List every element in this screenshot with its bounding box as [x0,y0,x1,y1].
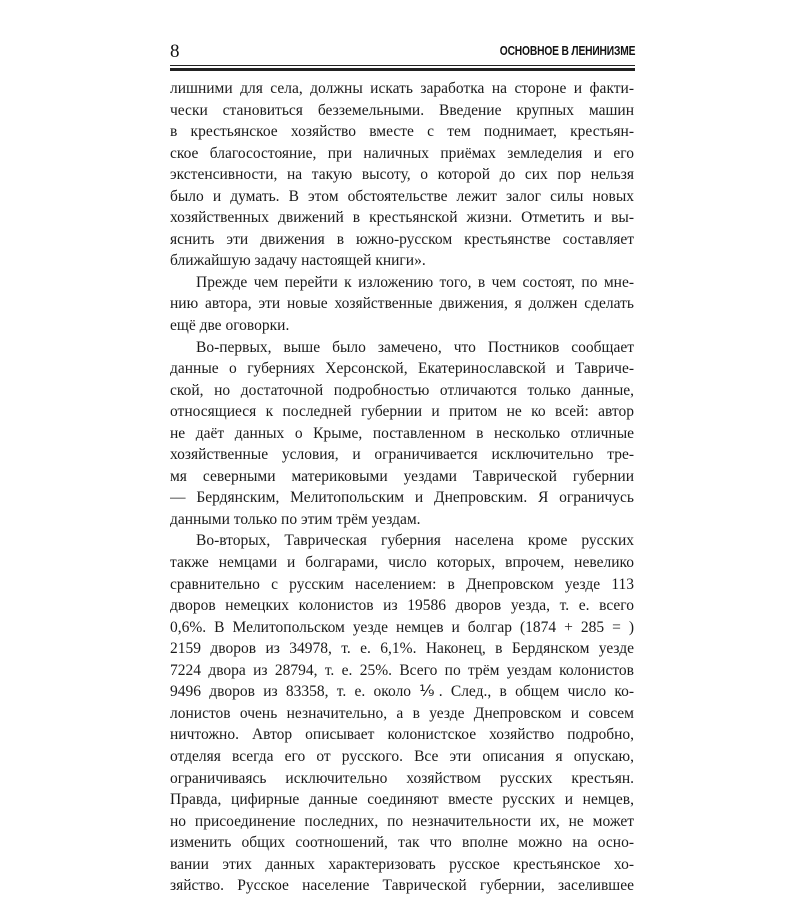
text-line: 2159 дворов из 34978, т. е. 6,1%. Наконец, в Бердянском уезде [170,640,634,658]
text-line: — Бердянским, Мелитопольским и Днепровским. Я ограничусь [170,489,634,507]
text-line: изменить общих соотношений, так что вполне можно на осно- [170,834,634,852]
header-rule-thin [170,65,635,66]
running-title: ОСНОВНОЕ В ЛЕНИНИЗМЕ [499,44,635,58]
text-line: Прежде чем перейти к изложению того, в чем состоят, по мне- [196,273,634,291]
text-line: нию автора, эти новые хозяйственные движения, я должен сделать [170,295,634,313]
text-line: не даёт данных о Крыме, поставленном в несколько отличные [170,424,634,442]
text-line: Правда, цифирные данные соединяют вместе русских и немцев, [170,791,634,809]
text-line: хозяйственных движений в крестьянской жизни. Отметить и вы- [170,209,634,227]
text-line: экстенсивности, на такую высоту, о которой до сих пор нельзя [170,166,634,184]
text-line: Во-вторых, Таврическая губерния населена кроме русских [196,532,634,550]
text-line: данные о губерниях Херсонской, Екатеринославской и Тавриче- [170,360,634,378]
text-line: данными только по этим трём уездам. [170,510,421,528]
text-line: 0,6%. В Мелитопольском уезде немцев и болгар (1874 + 285 = ) [170,618,634,636]
body-text [170,78,634,897]
text-line: относящиеся к последней губернии и притом не ко всей: автор [170,403,634,421]
text-line: также немцами и болгарами, число которых, впрочем, невелико [170,554,634,572]
text-line: зяйство. Русское население Таврической губернии, заселившее [170,877,634,895]
text-line: хозяйственные условия, и ограничивается исключительно тре- [170,446,634,464]
text-line: чески становиться безземельными. Введение крупных машин [170,101,634,119]
text-line: ограничиваясь исключительно хозяйством русских крестьян. [170,769,634,787]
text-line: 9496 дворов из 83358, т. е. около ⅑. След., в общем число ко- [170,683,634,701]
text-line: отделяя всегда его от русского. Все эти описания я опускаю, [170,747,634,765]
page-header [170,42,635,64]
text-line: ской, но достаточной подробностью отличаются только данные, [170,381,634,399]
text-line: лонистов очень незначительно, а в уезде Днепровском и совсем [170,704,634,722]
text-line: Во-первых, выше было замечено, что Постников сообщает [196,338,634,356]
text-line: сравнительно с русским населением: в Днепровском уезде 113 [170,575,634,593]
text-line: ское благосостояние, при наличных приёмах земледелия и его [170,144,634,162]
text-line: в крестьянское хозяйство вместе с тем поднимает, крестьян- [170,123,634,141]
text-line: мя северными материковыми уездами Таврической губернии [170,467,634,485]
text-line: дворов немецких колонистов из 19586 дворов уезда, т. е. всего [170,597,634,615]
text-line: было и думать. В этом обстоятельстве лежит залог силы новых [170,187,634,205]
text-line: ещё две оговорки. [170,317,290,335]
text-line: но присоединение последних, по незначительности их, не может [170,812,634,830]
text-line: ничтожно. Автор описывает колонистское хозяйство подробно, [170,726,634,744]
text-line: вании этих данных характеризовать русское крестьянское хо- [170,855,634,873]
header-rule-thick [170,68,635,71]
text-line: яснить эти движения в южно-русском крестьянстве составляет [170,230,634,248]
text-line: ближайшую задачу настоящей книги». [170,252,426,270]
page-number: 8 [170,41,180,62]
text-line: лишними для села, должны искать заработка на стороне и факти- [170,80,634,97]
text-line: 7224 двора из 28794, т. е. 25%. Всего по трём уездам колонистов [170,661,634,679]
